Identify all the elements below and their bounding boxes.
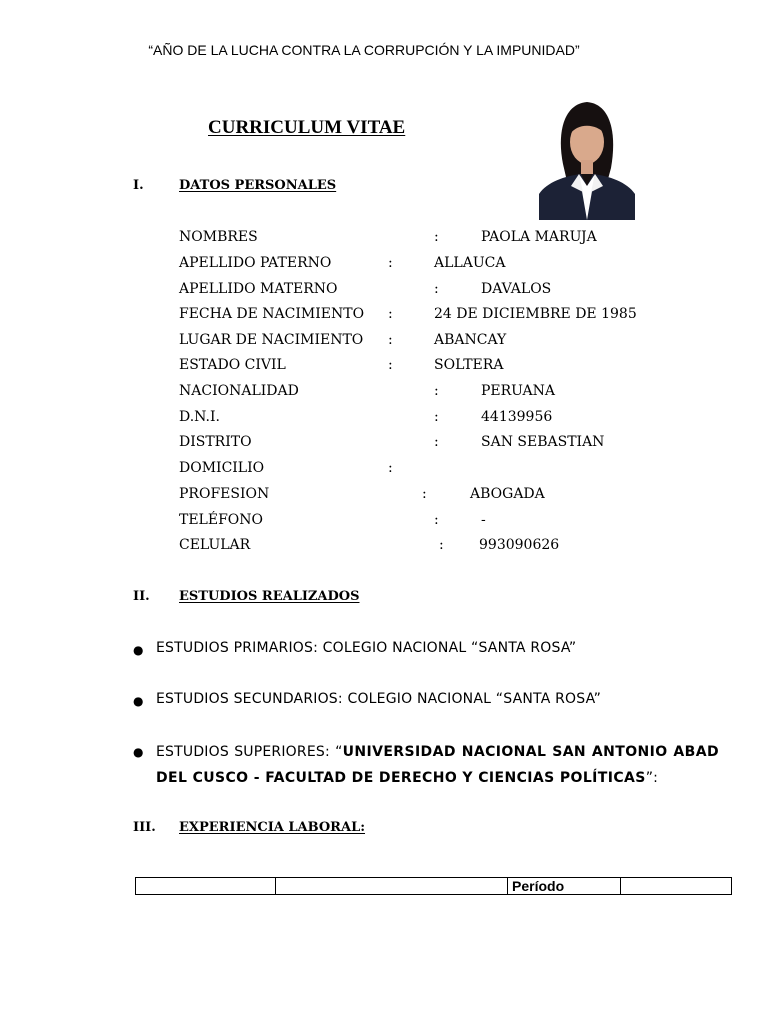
field-value-profesion: ABOGADA bbox=[470, 486, 545, 502]
field-label-telefono: TELÉFONO bbox=[179, 512, 263, 528]
studies-prefix: ESTUDIOS SUPERIORES: “ bbox=[156, 744, 343, 760]
page-title: CURRICULUM VITAE bbox=[208, 117, 406, 138]
bullet-icon: ● bbox=[133, 694, 144, 708]
field-value-estado-civil: SOLTERA bbox=[434, 357, 504, 373]
list-item-estudios-primarios: ESTUDIOS PRIMARIOS: COLEGIO NACIONAL “SANTA ROSA” bbox=[156, 640, 577, 656]
section-title-estudios-realizados: ESTUDIOS REALIZADOS bbox=[179, 589, 360, 604]
section-number-1: I. bbox=[133, 178, 144, 193]
studies-suffix: ”: bbox=[645, 770, 659, 786]
field-separator: : bbox=[422, 486, 427, 502]
field-separator: : bbox=[434, 281, 439, 297]
field-label-domicilio: DOMICILIO bbox=[179, 460, 265, 476]
field-label-dni: D.N.I. bbox=[179, 409, 220, 425]
field-label-apellido-materno: APELLIDO MATERNO bbox=[179, 281, 338, 297]
field-value-celular: 993090626 bbox=[479, 537, 560, 553]
table-header-periodo: Período bbox=[508, 878, 621, 895]
table-header-cell bbox=[136, 878, 276, 895]
field-separator: : bbox=[434, 383, 439, 399]
section-title-datos-personales: DATOS PERSONALES bbox=[179, 178, 337, 193]
list-item-estudios-superiores bbox=[156, 739, 719, 791]
field-separator: : bbox=[439, 537, 444, 553]
document-motto: “AÑO DE LA LUCHA CONTRA LA CORRUPCIÓN Y LA IMPUNIDAD” bbox=[148, 42, 580, 58]
table-header-cell bbox=[276, 878, 508, 895]
field-label-lugar-nacimiento: LUGAR DE NACIMIENTO bbox=[179, 332, 364, 348]
field-value-nacionalidad: PERUANA bbox=[481, 383, 556, 399]
experience-table bbox=[135, 877, 732, 895]
university-name: UNIVERSIDAD NACIONAL SAN ANTONIO ABAD DEL CUSCO - FACULTAD DE DERECHO Y CIENCIAS POLÍTICAS bbox=[156, 744, 719, 786]
field-separator: : bbox=[434, 512, 439, 528]
field-separator: : bbox=[388, 255, 393, 271]
portrait-icon bbox=[539, 94, 635, 220]
section-title-experiencia-laboral: EXPERIENCIA LABORAL: bbox=[179, 820, 366, 835]
field-label-fecha-nacimiento: FECHA DE NACIMIENTO bbox=[179, 306, 365, 322]
field-label-distrito: DISTRITO bbox=[179, 434, 252, 450]
bullet-icon: ● bbox=[133, 745, 144, 759]
table-header-cell bbox=[621, 878, 732, 895]
field-value-nombres: PAOLA MARUJA bbox=[481, 229, 597, 245]
list-item-estudios-secundarios: ESTUDIOS SECUNDARIOS: COLEGIO NACIONAL “SANTA ROSA” bbox=[156, 691, 602, 707]
field-value-dni: 44139956 bbox=[481, 409, 553, 425]
field-value-distrito: SAN SEBASTIAN bbox=[481, 434, 605, 450]
field-value-fecha-nacimiento: 24 DE DICIEMBRE DE 1985 bbox=[434, 306, 637, 322]
field-separator: : bbox=[434, 409, 439, 425]
portrait-photo bbox=[539, 94, 635, 220]
field-separator: : bbox=[434, 229, 439, 245]
field-separator: : bbox=[388, 357, 393, 373]
field-value-apellido-materno: DAVALOS bbox=[481, 281, 552, 297]
section-number-2: II. bbox=[133, 589, 150, 604]
field-separator: : bbox=[388, 460, 393, 476]
field-value-apellido-paterno: ALLAUCA bbox=[434, 255, 506, 271]
field-label-nombres: NOMBRES bbox=[179, 229, 258, 245]
field-value-lugar-nacimiento: ABANCAY bbox=[434, 332, 507, 348]
table-header-row bbox=[136, 878, 732, 895]
field-separator: : bbox=[388, 306, 393, 322]
field-separator: : bbox=[388, 332, 393, 348]
field-label-nacionalidad: NACIONALIDAD bbox=[179, 383, 299, 399]
field-label-celular: CELULAR bbox=[179, 537, 251, 553]
field-label-estado-civil: ESTADO CIVIL bbox=[179, 357, 286, 373]
bullet-icon: ● bbox=[133, 643, 144, 657]
field-label-profesion: PROFESION bbox=[179, 486, 270, 502]
field-separator: : bbox=[434, 434, 439, 450]
field-label-apellido-paterno: APELLIDO PATERNO bbox=[179, 255, 332, 271]
section-number-3: III. bbox=[133, 820, 156, 835]
field-value-telefono: - bbox=[481, 512, 486, 528]
